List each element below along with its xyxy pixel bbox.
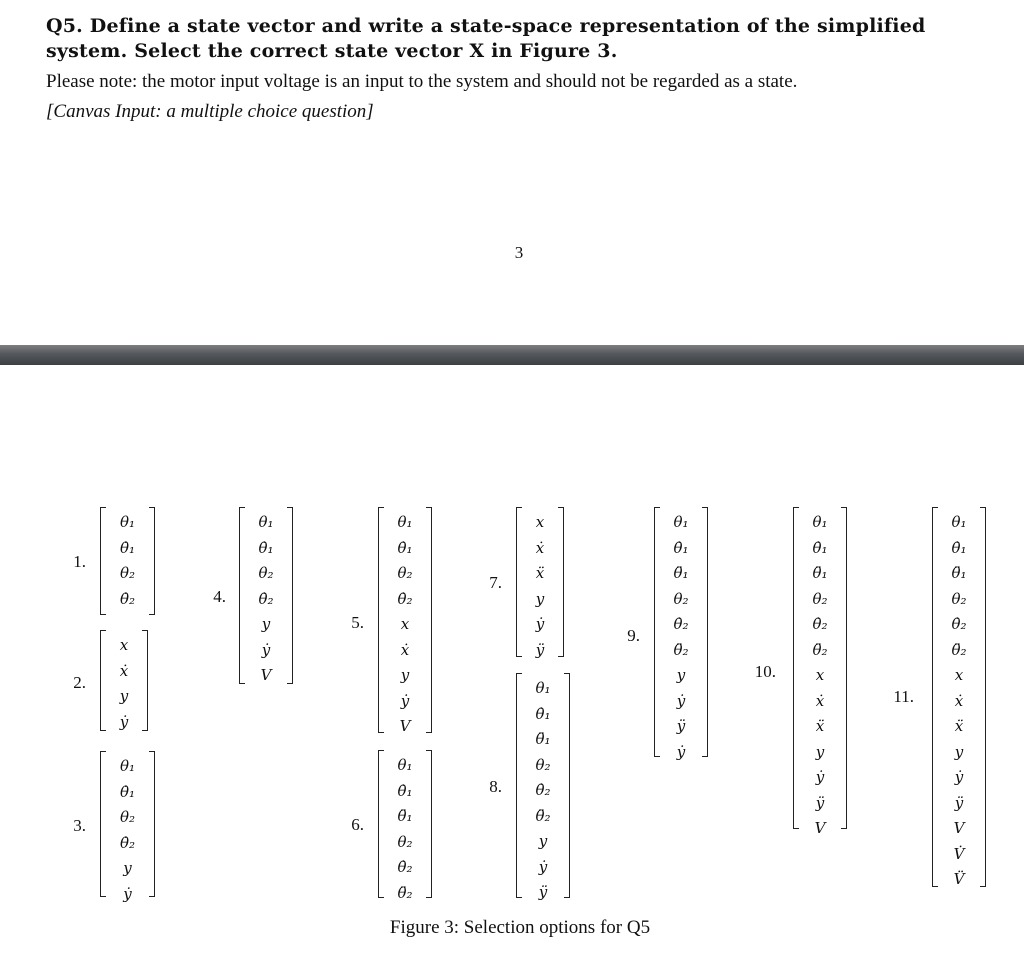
vector-entry: θ₂ [812, 589, 828, 608]
vector-entries [516, 510, 564, 663]
vector-entry: ẏ [400, 691, 410, 710]
vector-entry: V [260, 666, 272, 684]
vector-entry: θ₁ [397, 513, 413, 531]
vector-entry: ẋ [954, 691, 964, 710]
page-divider [0, 345, 1024, 365]
vector-entry: ẋ [535, 538, 545, 557]
vector-entry: θ̇₁ [812, 538, 828, 557]
vector-entry: ÿ [954, 793, 964, 812]
vector-entry: θ₂ [258, 564, 274, 582]
vector-entries [932, 510, 986, 893]
option-9-vector [654, 507, 708, 761]
vector-entry: θ̇₂ [673, 615, 689, 633]
vector-entry: θ̇₂ [397, 858, 413, 876]
option-10-vector [793, 507, 847, 837]
vector-entry: y [676, 666, 686, 684]
vector-entry: θ₂ [397, 832, 413, 851]
vector-entry: θ̈₂ [951, 640, 967, 659]
option-6-label: 6. [351, 815, 364, 834]
vector-entry: ẍ [535, 564, 545, 582]
vector-entry: θ₂ [397, 564, 413, 582]
vector-entry: θ̇₁ [397, 781, 413, 800]
option-8-vector [516, 673, 570, 901]
option-1-vector [100, 507, 155, 615]
vector-entry: θ̇₂ [535, 781, 551, 799]
question-note: Please note: the motor input voltage is an input to the system and should not be regarded as a state. [46, 71, 798, 92]
vector-entries [516, 676, 570, 906]
vector-entry: ẏ [535, 615, 545, 633]
vector-entry: ẏ [676, 691, 686, 710]
option-1-label: 1. [73, 552, 86, 571]
vector-entry: θ̈₁ [951, 564, 967, 582]
figure-caption: Figure 3: Selection options for Q5 [389, 917, 651, 938]
vector-entries [100, 754, 155, 907]
vector-entry: θ̈₂ [535, 806, 551, 825]
option-7-vector [516, 507, 564, 657]
vector-entry: ẏ [538, 857, 548, 876]
vector-entry: V [953, 819, 965, 837]
vector-entry: y [954, 742, 964, 761]
vector-entry: θ̇₁ [397, 538, 413, 557]
vector-entry: ẍ [954, 717, 964, 735]
vector-entry: θ̇₂ [258, 589, 274, 608]
option-2-label: 2. [73, 673, 86, 692]
vector-entry: θ̈₁ [812, 564, 828, 582]
vector-entry: V [399, 717, 411, 735]
vector-entry: θ₂ [119, 564, 136, 582]
vector-entries [239, 510, 293, 689]
vector-entry: θ̇₂ [119, 589, 136, 608]
option-11-label: 11. [893, 687, 914, 706]
vector-entry: y [535, 589, 545, 608]
vector-entry: θ₁ [397, 756, 413, 774]
vector-entry: θ̇₂ [119, 833, 136, 852]
vector-entry: ẏ [954, 768, 964, 786]
option-7-label: 7. [489, 573, 502, 592]
vector-entry: θ̈₂ [673, 640, 689, 659]
vector-entry: θ̇₂ [951, 615, 967, 633]
option-4-vector [239, 507, 293, 684]
question-title: Q5. Define a state vector and write a state-space representation of the simplified system. Select the correct state vector X in Figure 3. [46, 15, 926, 62]
vector-entry: y [123, 859, 132, 877]
option-9-label: 9. [627, 626, 640, 645]
vector-entry: ẋ [119, 661, 129, 680]
vector-entry: ẋ [400, 640, 410, 659]
vector-entry: x [954, 666, 964, 684]
vector-entry: θ̈₁ [397, 807, 413, 825]
option-5-label: 5. [351, 613, 364, 632]
page-number: 3 [514, 243, 524, 262]
canvas-input-note: [Canvas Input: a multiple choice question] [46, 101, 374, 122]
vector-entry: y [400, 666, 410, 684]
vector-entry: V̇ [953, 844, 965, 863]
vector-entry: θ₁ [258, 513, 274, 531]
vector-entry: θ₂ [535, 755, 551, 774]
vector-entry: θ̇₁ [535, 704, 551, 723]
vector-entry: θ₂ [951, 589, 967, 608]
vector-entry: y [538, 832, 548, 850]
vector-entry: ÿ [676, 717, 686, 735]
option-8-label: 8. [489, 777, 502, 796]
vector-entries [378, 753, 432, 906]
vector-entry: ẏ [123, 884, 132, 903]
option-4-label: 4. [213, 587, 226, 606]
option-5-vector [378, 507, 432, 733]
vector-entry: θ₁ [812, 513, 828, 531]
vector-entry: ẏ [119, 712, 129, 731]
vector-entry: ÿ [538, 883, 548, 901]
vector-entry: ẏ [676, 742, 686, 761]
vector-entry: θ₁ [951, 513, 967, 531]
vector-entry: θ₁ [673, 513, 689, 531]
vector-entry: θ̇₁ [119, 538, 136, 557]
vector-entry: y [815, 742, 825, 761]
vector-entry: x [119, 636, 129, 654]
vector-entry: θ̇₁ [258, 538, 274, 557]
vector-entry: ÿ [815, 793, 825, 812]
vector-entry: x [535, 513, 545, 531]
option-11-vector [932, 507, 986, 887]
vector-entry: θ̇₁ [951, 538, 967, 557]
vector-entry: θ̈₂ [812, 640, 828, 659]
vector-entry: y [119, 687, 129, 705]
vector-entry: ÿ [535, 640, 545, 659]
option-3-label: 3. [73, 816, 86, 835]
vector-entry: θ₂ [673, 589, 689, 608]
vector-entry: θ̈₁ [673, 564, 689, 582]
vector-entry: θ̇₁ [673, 538, 689, 557]
vector-entries [100, 510, 155, 612]
vector-entries [793, 510, 847, 842]
vector-entry: θ₁ [119, 513, 136, 531]
vector-entries [100, 633, 148, 735]
vector-entry: x [815, 666, 825, 684]
option-6-vector [378, 750, 432, 902]
vector-entries [654, 510, 708, 765]
option-10-label: 10. [754, 662, 776, 681]
vector-entry: x [400, 615, 410, 633]
vector-entry: θ₂ [119, 808, 136, 826]
vector-entry: ẏ [261, 640, 271, 659]
option-3-vector [100, 751, 155, 903]
vector-entry: θ̈₁ [535, 730, 551, 748]
vector-entry: θ̇₂ [397, 589, 413, 608]
vector-entries [378, 510, 432, 740]
option-2-vector [100, 630, 148, 731]
vector-entry: ẍ [815, 717, 825, 735]
vector-entry: θ₁ [535, 679, 551, 697]
vector-entry: θ̇₁ [119, 782, 136, 801]
vector-entry: y [261, 615, 271, 633]
vector-entry: V [814, 819, 826, 837]
figure-3 [0, 365, 1024, 957]
vector-entry: θ₁ [119, 757, 136, 775]
vector-entry: V̈ [953, 870, 965, 888]
vector-entry: θ̈₂ [397, 883, 413, 902]
vector-entry: ẋ [815, 691, 825, 710]
vector-entry: θ̇₂ [812, 615, 828, 633]
vector-entry: ẏ [815, 768, 825, 786]
